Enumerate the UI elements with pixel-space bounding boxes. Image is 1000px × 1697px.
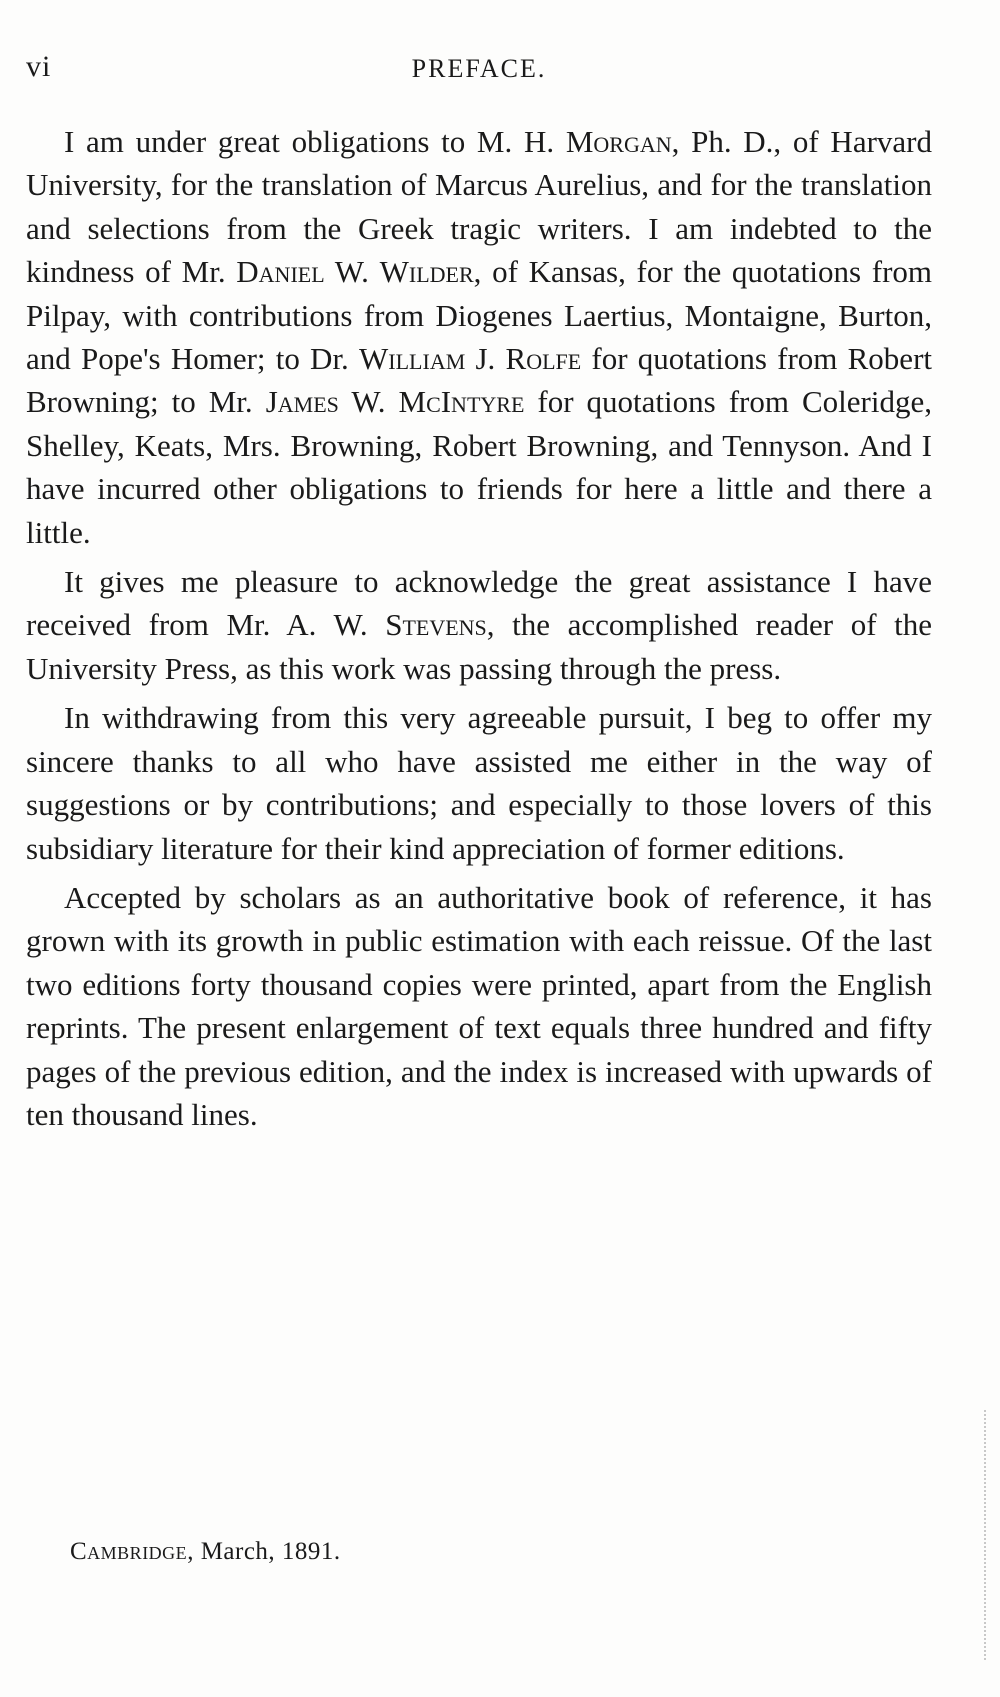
page-edge-marks <box>982 1410 986 1660</box>
text-run: W. <box>324 254 380 290</box>
text-run: Accepted by scholars as an authoritative book of reference, it has grown with its growth in public estimation with each reissue. Of the last two editions forty thousand copies were printed, apart from the English reprints. The present enlargement of text equals three hundred and fifty pages of the previous edition, and the index is increased with upwards of ten thousand lines. <box>26 879 932 1132</box>
name-small-caps: Rolfe <box>505 341 582 377</box>
preface-body <box>26 120 932 1142</box>
name-small-caps: Daniel <box>236 254 325 290</box>
signature-line <box>70 1538 341 1566</box>
name-small-caps: McIntyre <box>398 384 525 420</box>
paragraph-press-reader <box>26 560 932 690</box>
text-run: for quotations from Robert Browning; to Mr. <box>26 341 932 420</box>
name-small-caps: James <box>265 384 339 420</box>
paragraph-thanks <box>26 696 932 870</box>
paragraph-acknowledgements <box>26 120 932 554</box>
name-small-caps: William <box>359 341 466 377</box>
name-small-caps: Stevens <box>385 607 487 643</box>
text-run: It gives me pleasure to acknowledge the great assistance I have received from Mr. A. W. <box>26 564 932 643</box>
text-run: , Ph. D., of Harvard University, for the translation of Marcus Aurelius, and for the translation and selections from the Greek tragic writers. I am indebted to the kindness of Mr. <box>26 124 932 290</box>
page-header <box>26 50 932 90</box>
text-run: In withdrawing from this very agreeable pursuit, I beg to offer my sincere thanks to all who have assisted me either in the way of suggestions or by contributions; and especially to those lovers of this subsidiary literature for their kind appreciation of former editions. <box>26 700 932 866</box>
text-run: , of Kansas, for the quotations from Pilpay, with contributions from Diogenes Laertius, Montaigne, Burton, and Pope's Homer; to Dr. <box>26 254 933 377</box>
running-head: PREFACE. <box>411 54 547 83</box>
signature-place: Cambridge <box>70 1538 188 1565</box>
text-run: W. <box>338 384 399 420</box>
text-run: J. <box>465 341 506 377</box>
text-run: for quotations from Coleridge, Shelley, Keats, Mrs. Browning, Robert Browning, and Tennyson. And I have incurred other obligations to friends for here a little and there a little. <box>26 384 932 550</box>
text-run: I am under great obligations to M. H. <box>64 124 566 159</box>
text-run: , the accomplished reader of the University Press, as this work was passing through the press. <box>26 607 932 686</box>
name-small-caps: Wilder <box>379 254 474 290</box>
page-number: vi <box>26 50 52 83</box>
name-small-caps: Morgan <box>565 124 672 159</box>
paragraph-reception <box>26 876 932 1136</box>
signature-date: , March, 1891. <box>187 1538 341 1565</box>
